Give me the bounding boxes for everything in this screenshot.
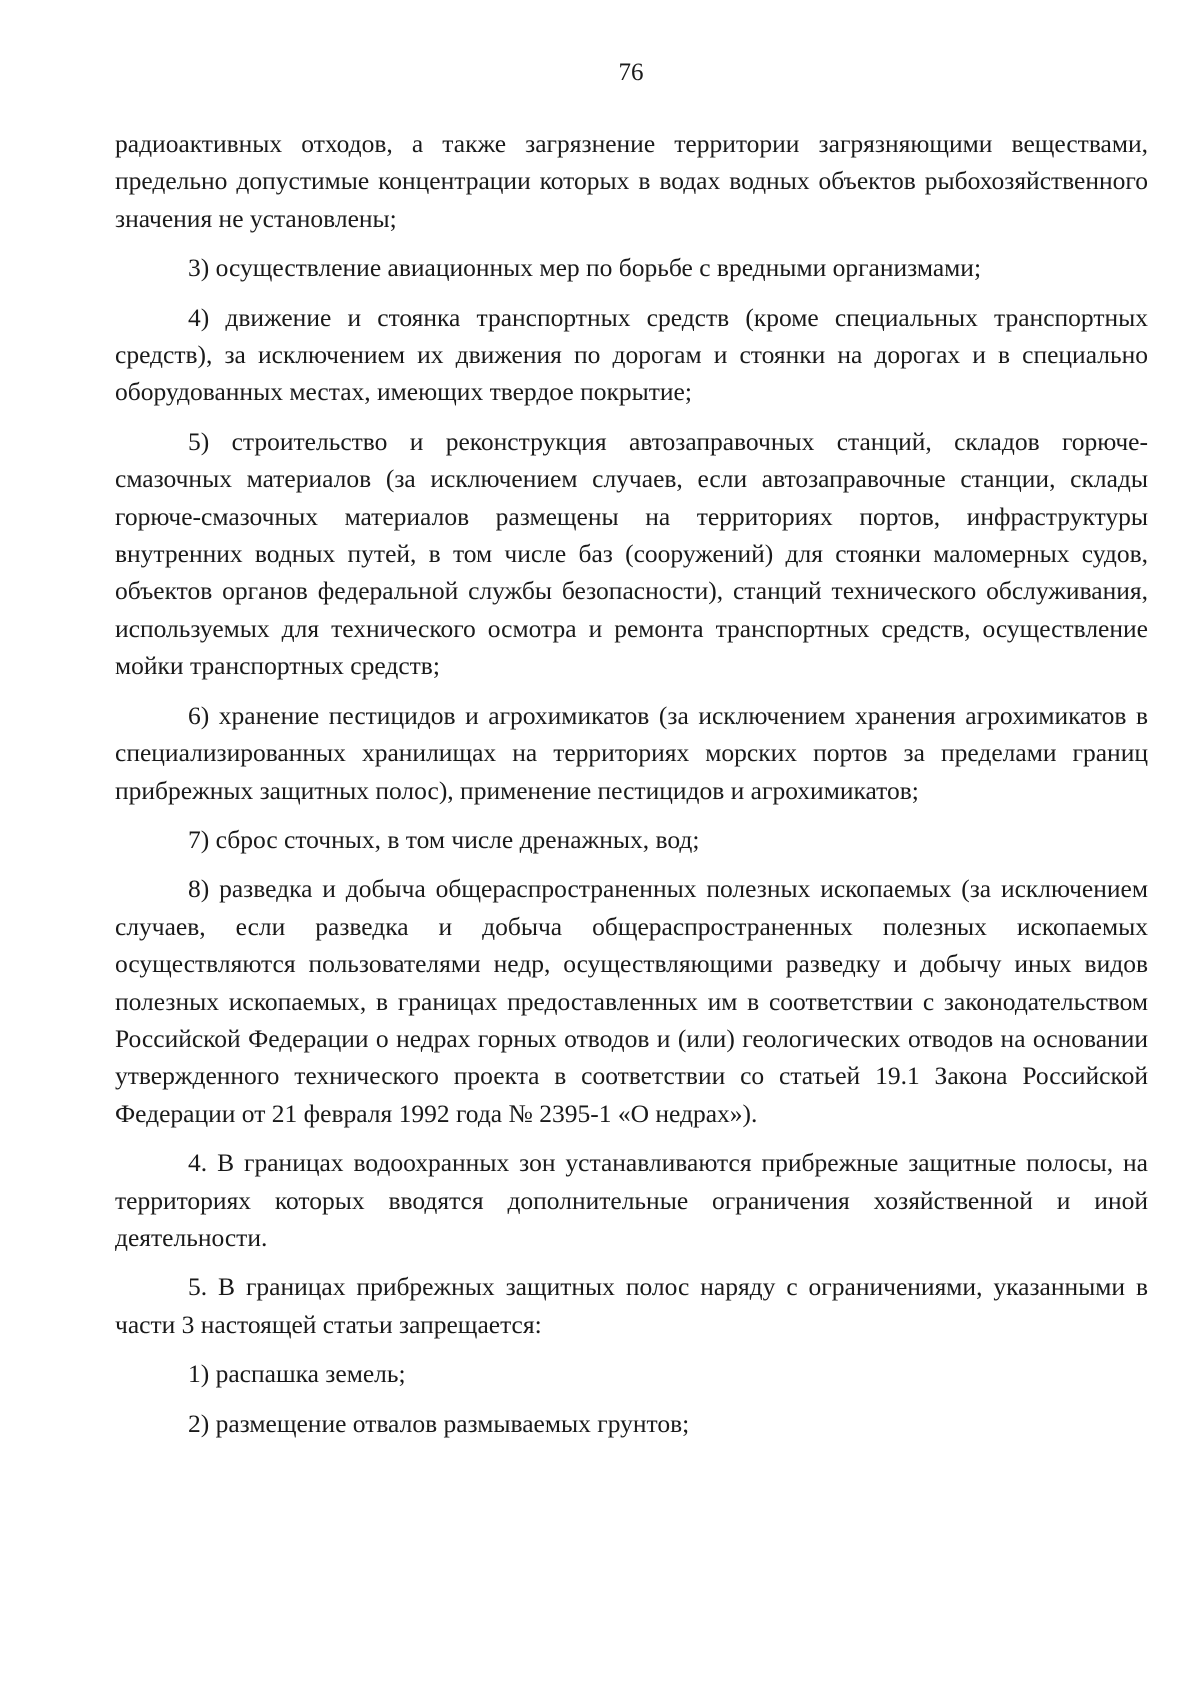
- paragraph-item-5: 5) строительство и реконструкция автозаправочных станций, складов горюче-смазочных материалов (за исключением случаев, если автозаправочные станции, склады горюче-смазочных материалов размещены на территориях портов, инфраструктуры внутренних водных путей, в том числе баз (сооружений) для стоянки маломерных судов, объектов органов федеральной службы безопасности), станций технического обслуживания, используемых для технического осмотра и ремонта транспортных средств, осуществление мойки транспортных средств;: [115, 426, 1148, 681]
- paragraph-item-7: 7) сброс сточных, в том числе дренажных, вод;: [188, 824, 700, 854]
- paragraph-item-4: 4) движение и стоянка транспортных средств (кроме специальных транспортных средств), за исключением их движения по дорогам и стоянки на дорогах и в специально оборудованных местах, имеющих твердое покрытие;: [115, 302, 1148, 407]
- page-number: 76: [618, 59, 644, 86]
- paragraph-item-6: 6) хранение пестицидов и агрохимикатов (за исключением хранения агрохимикатов в специализированных хранилищах на территориях морских портов за пределами границ прибрежных защитных полос), применение пестицидов и агрохимикатов;: [115, 700, 1148, 805]
- document-body: [115, 125, 1148, 1454]
- paragraph-part-5: 5. В границах прибрежных защитных полос наряду с ограничениями, указанными в части 3 настоящей статьи запрещается:: [115, 1272, 1148, 1339]
- paragraph-subitem-1: 1) распашка земель;: [188, 1359, 406, 1389]
- paragraph-subitem-2: 2) размещение отвалов размываемых грунтов;: [188, 1408, 690, 1438]
- paragraph-part-4: 4. В границах водоохранных зон устанавливаются прибрежные защитные полосы, на территориях которых вводятся дополнительные ограничения хозяйственной и иной деятельности.: [115, 1148, 1148, 1252]
- paragraph-item-8: 8) разведка и добыча общераспространенных полезных ископаемых (за исключением случаев, если разведка и добыча общераспространенных полезных ископаемых осуществляются пользователями недр, осуществляющими разведку и добычу иных видов полезных ископаемых, в границах предоставленных им в соответствии с законодательством Российской Федерации о недрах горных отводов и (или) геологических отводов на основании утвержденного технического проекта в соответствии со статьей 19.1 Закона Российской Федерации от 21 февраля 1992 года № 2395-1 «О недрах»).: [115, 874, 1148, 1128]
- paragraph-continuation: радиоактивных отходов, а также загрязнение территории загрязняющими веществами, предельно допустимые концентрации которых в водах водных объектов рыбохозяйственного значения не установлены;: [115, 129, 1148, 233]
- paragraph-item-3: 3) осуществление авиационных мер по борьбе с вредными организмами;: [188, 253, 982, 283]
